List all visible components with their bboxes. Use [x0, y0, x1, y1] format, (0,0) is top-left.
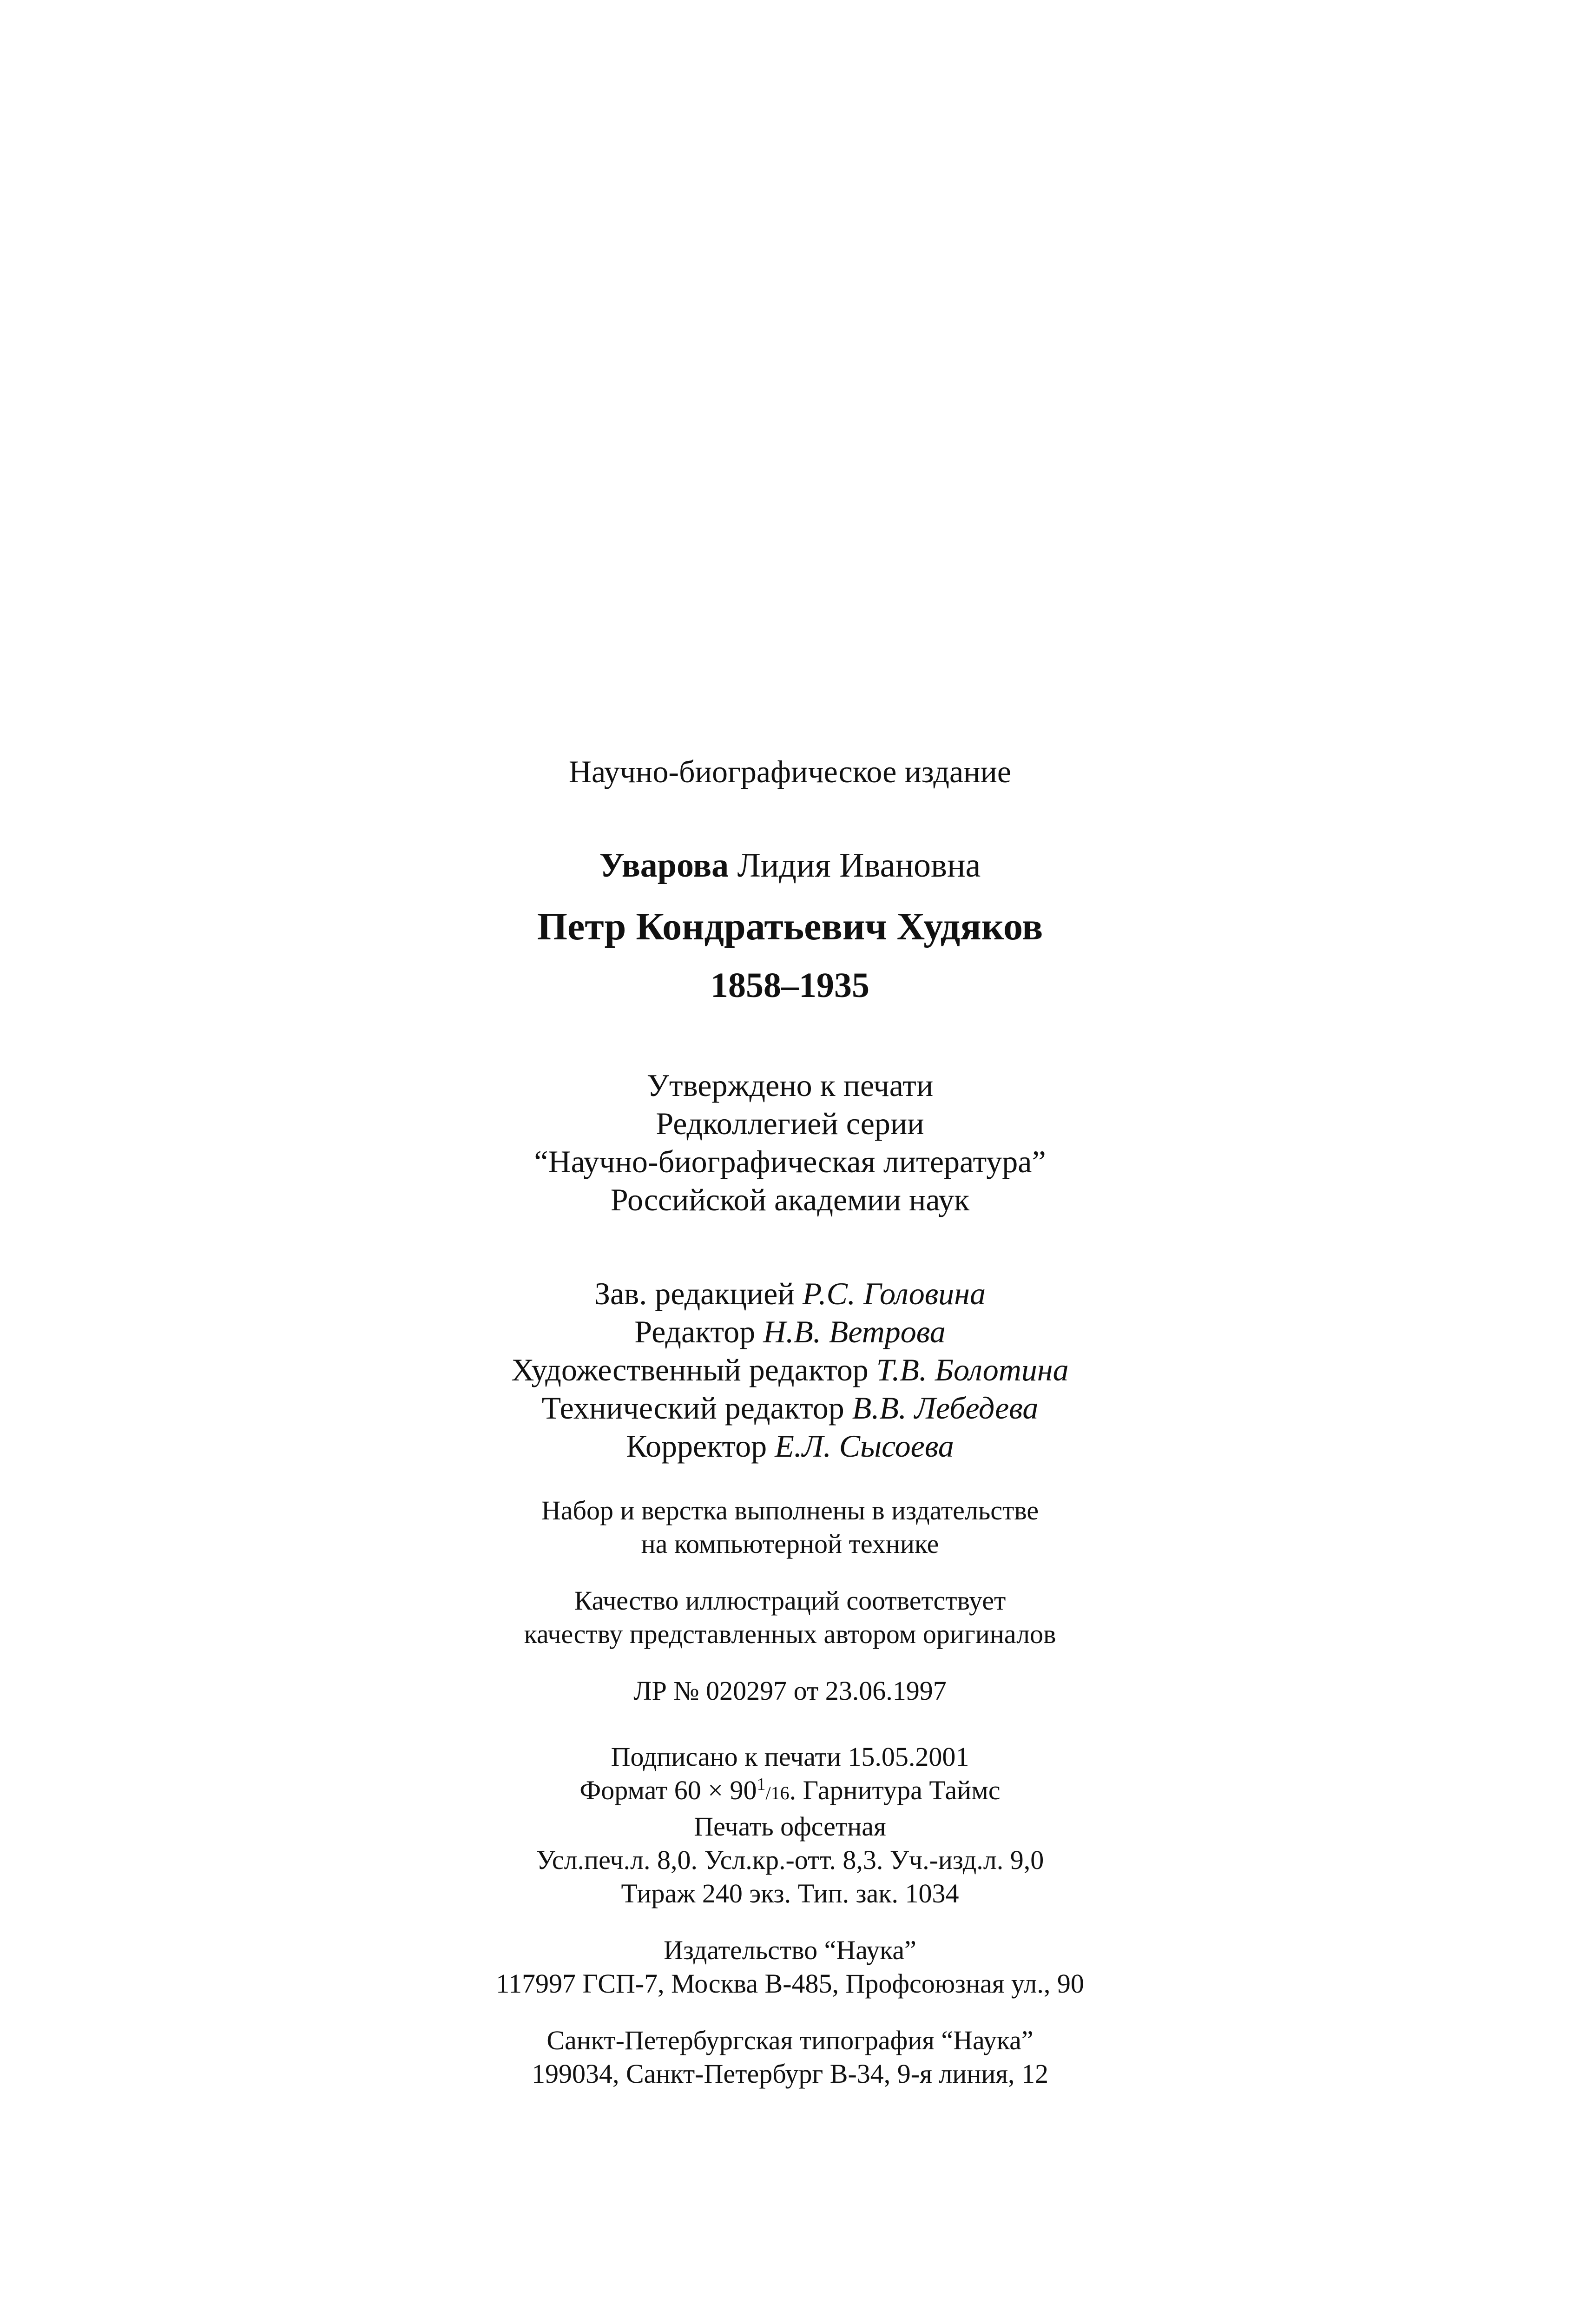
- book-title: Петр Кондратьевич Худяков: [537, 905, 1043, 948]
- illustrations-note: [232, 1584, 1348, 1651]
- license-line: ЛР № 020297 от 23.06.1997: [633, 1676, 947, 1706]
- printer-block: [232, 2024, 1348, 2091]
- credit-role: Технический редактор: [541, 1390, 844, 1426]
- credit-role: Художественный редактор: [511, 1352, 869, 1387]
- author-line: [232, 845, 1348, 886]
- author-given-names: Лидия Ивановна: [737, 846, 981, 885]
- format-sub: /16: [765, 1783, 790, 1803]
- printer-name: Санкт-Петербургская типография “Наука”: [546, 2025, 1034, 2055]
- format-suffix: . Гарнитура Таймс: [789, 1775, 1001, 1805]
- approval-block: [232, 1066, 1348, 1219]
- credit-role: Редактор: [634, 1314, 756, 1349]
- typesetting-line: на компьютерной технике: [641, 1529, 939, 1559]
- publisher-name: Издательство “Наука”: [664, 1935, 916, 1965]
- typesetting-line: Набор и верстка выполнены в издательстве: [541, 1495, 1039, 1525]
- signed-date: Подписано к печати 15.05.2001: [611, 1742, 969, 1772]
- credit-name: Н.В. Ветрова: [763, 1314, 946, 1349]
- credit-name: Т.В. Болотина: [876, 1352, 1069, 1387]
- credit-name: Р.С. Головина: [802, 1276, 986, 1311]
- typesetting-note: [232, 1494, 1348, 1561]
- imprint-page: [232, 753, 1348, 2091]
- illustrations-line: качеству представленных автором оригиналов: [524, 1619, 1056, 1649]
- illustrations-line: Качество иллюстраций соответствует: [574, 1585, 1006, 1616]
- approval-line: Редколлегией серии: [656, 1106, 924, 1141]
- format-prefix: Формат 60 × 90: [579, 1775, 757, 1805]
- approval-line: “Научно-биографическая литература”: [534, 1144, 1046, 1179]
- format-sup: 1: [757, 1775, 766, 1794]
- credit-art-editor: [232, 1351, 1348, 1389]
- printer-address: 199034, Санкт-Петербург В-34, 9-я линия, 12: [531, 2059, 1049, 2089]
- credit-role: Зав. редакцией: [594, 1276, 795, 1311]
- credits-block: [232, 1274, 1348, 1465]
- publisher-block: [232, 1934, 1348, 2000]
- sheets-line: Усл.печ.л. 8,0. Усл.кр.-отт. 8,3. Уч.-изд.л. 9,0: [536, 1845, 1044, 1875]
- life-years: 1858–1935: [711, 966, 869, 1005]
- series-type: Научно-биографическое издание: [568, 754, 1012, 789]
- credit-technical-editor: [232, 1389, 1348, 1427]
- approval-line: Утверждено к печати: [646, 1068, 934, 1103]
- credit-managing-editor: [232, 1274, 1348, 1313]
- license-number: [232, 1674, 1348, 1708]
- credit-name: Е.Л. Сысоева: [775, 1428, 954, 1464]
- approval-line: Российской академии наук: [610, 1182, 970, 1217]
- format-line: [232, 1774, 1348, 1810]
- print-run: Тираж 240 экз. Тип. зак. 1034: [621, 1878, 959, 1908]
- credit-editor: [232, 1313, 1348, 1351]
- credit-name: В.В. Лебедева: [852, 1390, 1039, 1426]
- print-details: [232, 1740, 1348, 1910]
- printing-method: Печать офсетная: [694, 1811, 886, 1842]
- credit-role: Корректор: [626, 1428, 767, 1464]
- publisher-address: 117997 ГСП-7, Москва В-485, Профсоюзная ул., 90: [496, 1968, 1084, 1999]
- author-surname: Уварова: [599, 846, 729, 885]
- credit-proofreader: [232, 1427, 1348, 1465]
